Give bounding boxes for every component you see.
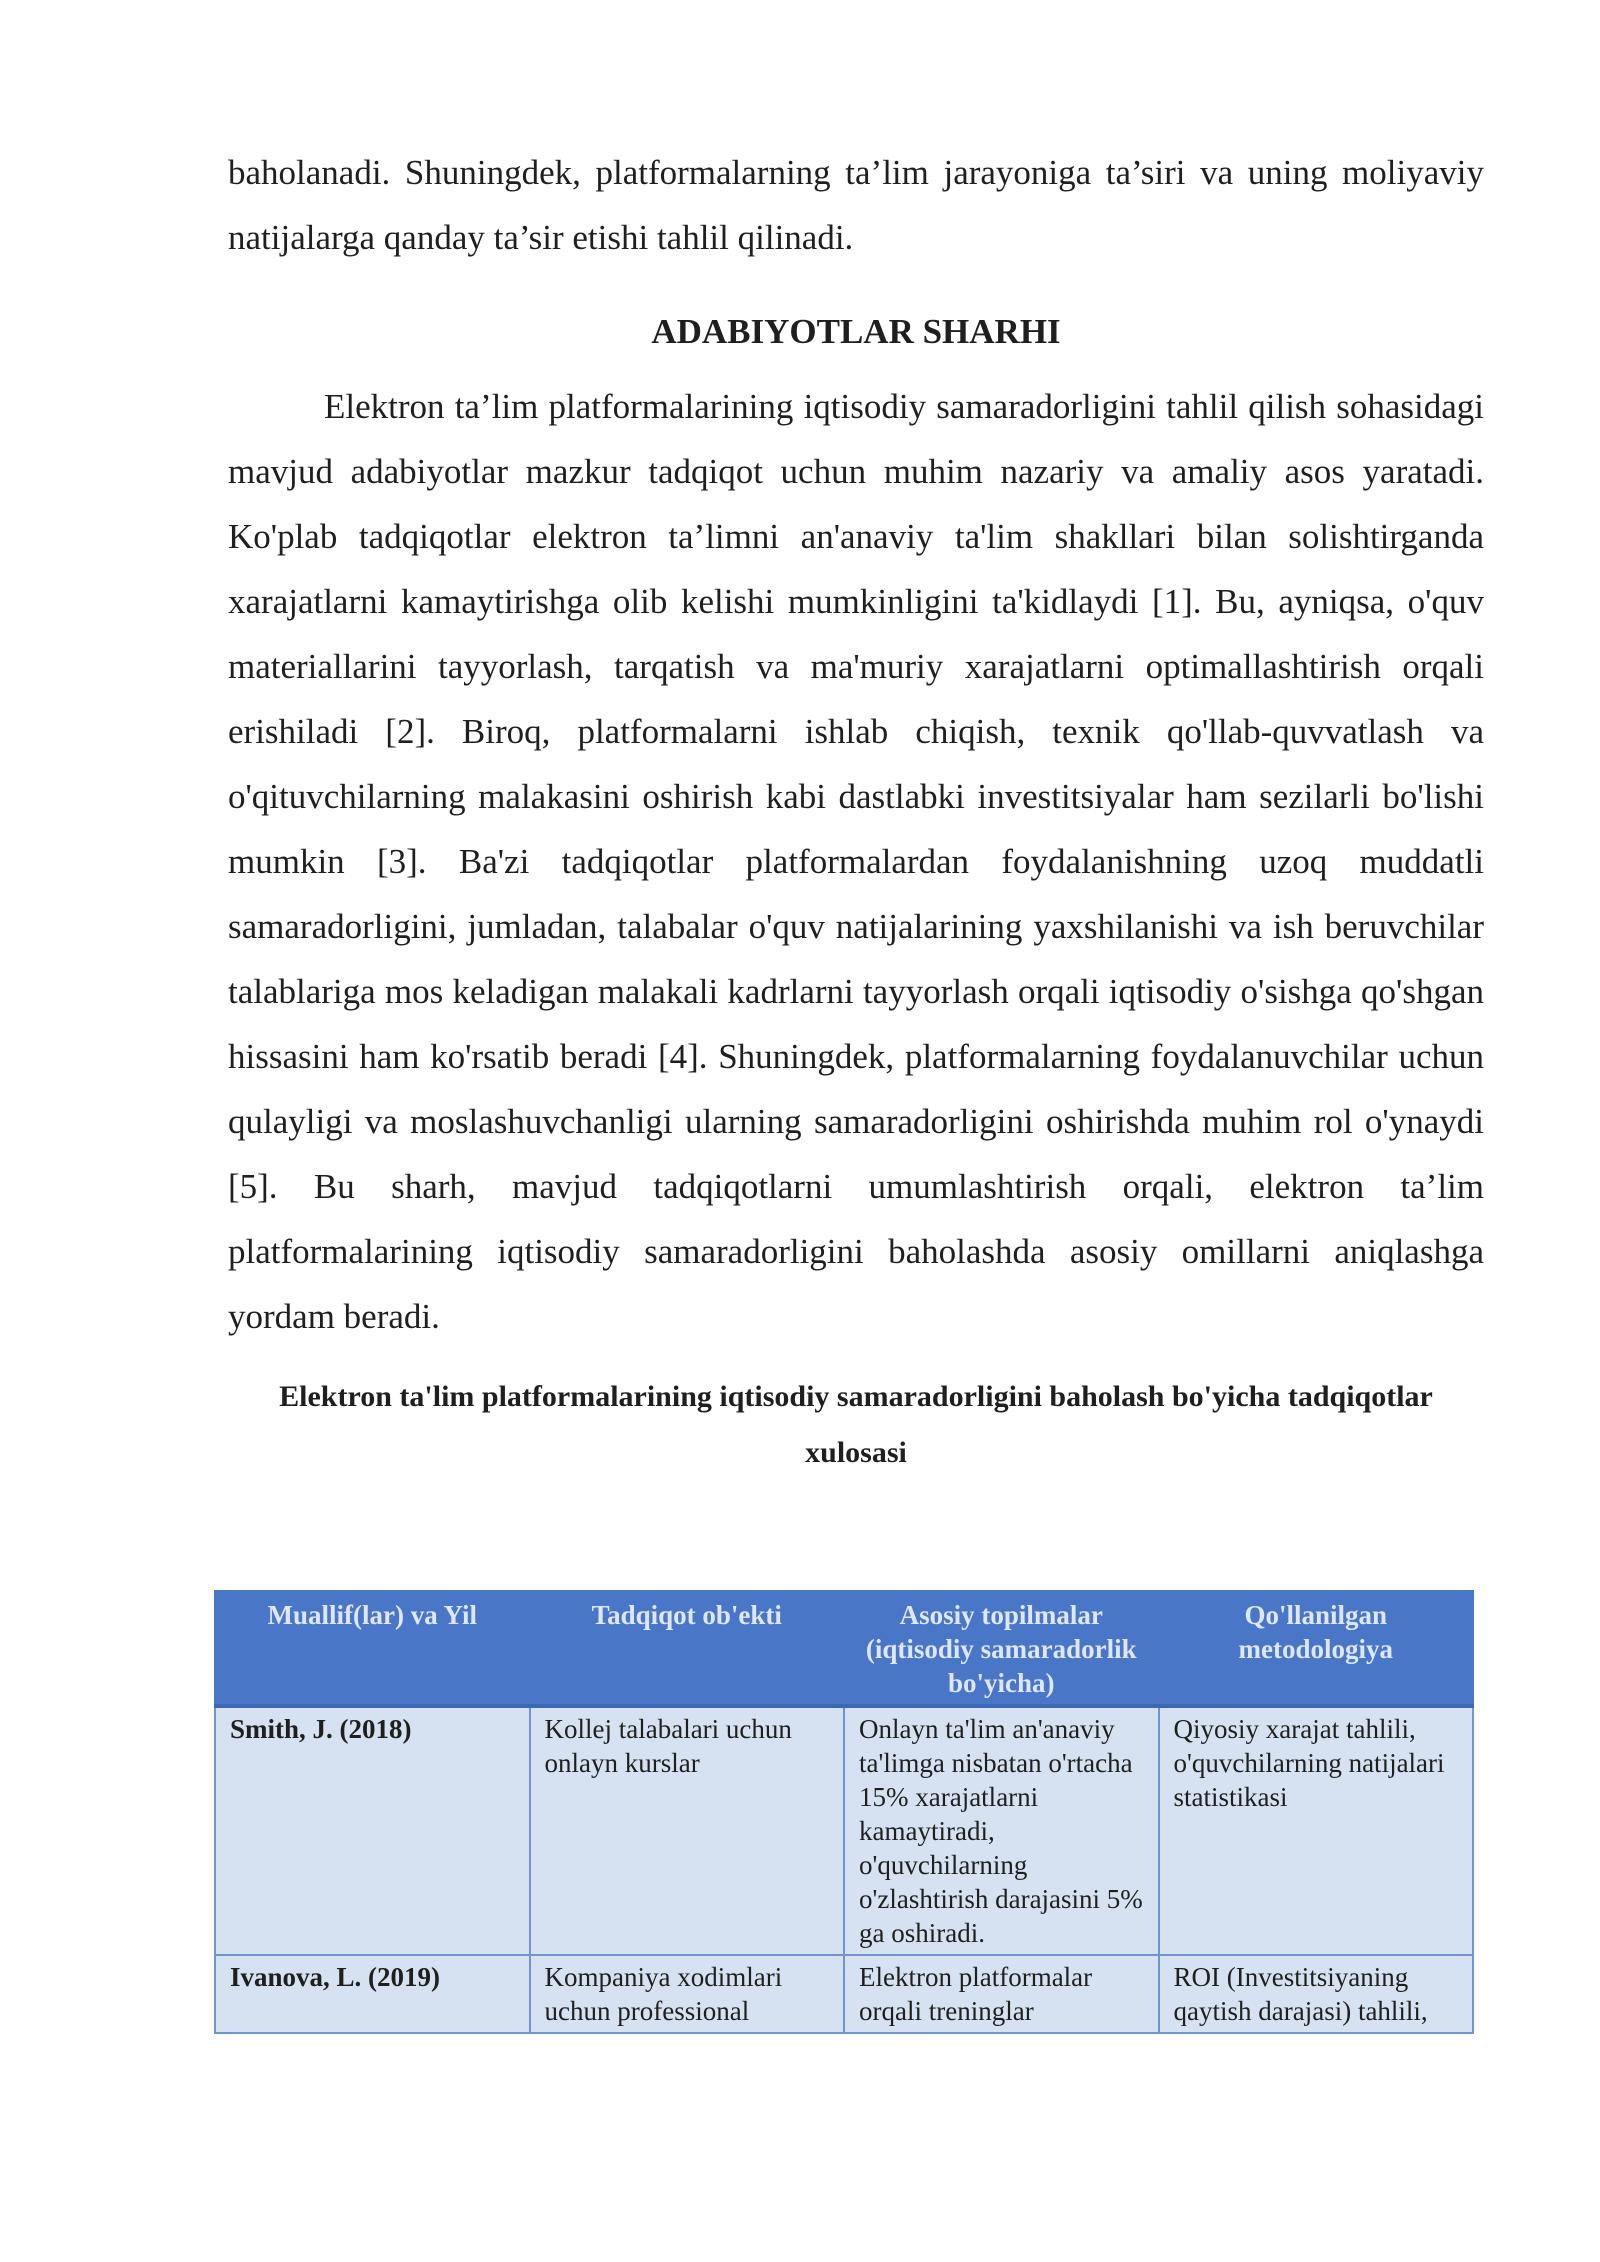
cell-findings: Onlayn ta'lim an'anaviy ta'limga nisbatan o'rtacha 15% xarajatlarni kamaytiradi, o'quvchilarning o'zlashtirish darajasini 5% ga oshiradi. [844, 1706, 1159, 1955]
table-caption: Elektron ta'lim platformalarining iqtisodiy samaradorligini baholash bo'yicha tadqiqotlar xulosasi [279, 1380, 1433, 1469]
literature-paragraph: Elektron ta’lim platformalarining iqtisodiy samaradorligini tahlil qilish sohasidagi mavjud adabiyotlar mazkur tadqiqot uchun muhim nazariy va amaliy asos yaratadi. Ko'plab tadqiqotlar elektron ta’limni an'anaviy ta'lim shakllari bilan solishtirganda xarajatlarni kamaytirishga olib kelishi mumkinligini ta'kidlaydi [1]. Bu, ayniqsa, o'quv materiallarini tayyorlash, tarqatish va ma'muriy xarajatlarni optimallashtirish orqali erishiladi [2]. Biroq, platformalarni ishlab chiqish, texnik qo'llab-quvvatlash va o'qituvchilarning malakasini oshirish kabi dastlabki investitsiyalar ham sezilarli bo'lishi mumkin [3]. Ba'zi tadqiqotlar platformalardan foydalanishning uzoq muddatli samaradorligini, jumladan, talabalar o'quv natijalarining yaxshilanishi va ish beruvchilar talablariga mos keladigan malakali kadrlarni tayyorlash orqali iqtisodiy o'sishga qo'shgan hissasini ham ko'rsatib beradi [4]. Shuningdek, platformalarning foydalanuvchilar uchun qulayligi va moslashuvchanligi ularning samaradorligini oshirishda muhim rol o'ynaydi [5]. Bu sharh, mavjud tadqiqotlarni umumlashtirish orqali, elektron ta’lim platformalarining iqtisodiy samaradorligini baholashda asosiy omillarni aniqlashga yordam beradi. [228, 387, 1484, 1336]
header-findings: Asosiy topilmalar (iqtisodiy samaradorlik bo'yicha) [844, 1591, 1159, 1706]
header-methodology: Qo'llanilgan metodologiya [1159, 1591, 1474, 1706]
cell-author: Smith, J. (2018) [215, 1706, 530, 1955]
studies-table [214, 1590, 1474, 2034]
table-row [215, 1706, 1473, 1955]
cell-findings [844, 1955, 1159, 2033]
cell-object [530, 1955, 845, 2033]
intro-paragraph: baholanadi. Shuningdek, platformalarning ta’lim jarayoniga ta’siri va uning moliyaviy natijalarga qanday ta’sir etishi tahlil qilinadi. [228, 153, 1484, 257]
cell-author [215, 1955, 530, 2033]
cell-object-text: Kompaniya xodimlari uchun professional [544, 1962, 783, 2026]
header-object: Tadqiqot ob'ekti [530, 1591, 845, 1706]
section-heading: ADABIYOTLAR SHARHI [651, 312, 1061, 351]
cell-findings-text: Elektron platformalar orqali treninglar [859, 1962, 1093, 2026]
table-row [215, 1955, 1473, 2033]
cell-methodology-text: ROI (Investitsiyaning qaytish darajasi) tahlili, [1173, 1962, 1428, 2026]
cell-author-text: Ivanova, L. (2019) [230, 1962, 441, 1992]
document-page [228, 140, 1484, 1493]
cell-object: Kollej talabalari uchun onlayn kurslar [530, 1706, 845, 1955]
cell-methodology [1159, 1955, 1474, 2033]
cell-methodology: Qiyosiy xarajat tahlili, o'quvchilarning natijalari statistikasi [1159, 1706, 1474, 1955]
header-authors: Muallif(lar) va Yil [215, 1591, 530, 1706]
table-header-row [215, 1591, 1473, 1706]
